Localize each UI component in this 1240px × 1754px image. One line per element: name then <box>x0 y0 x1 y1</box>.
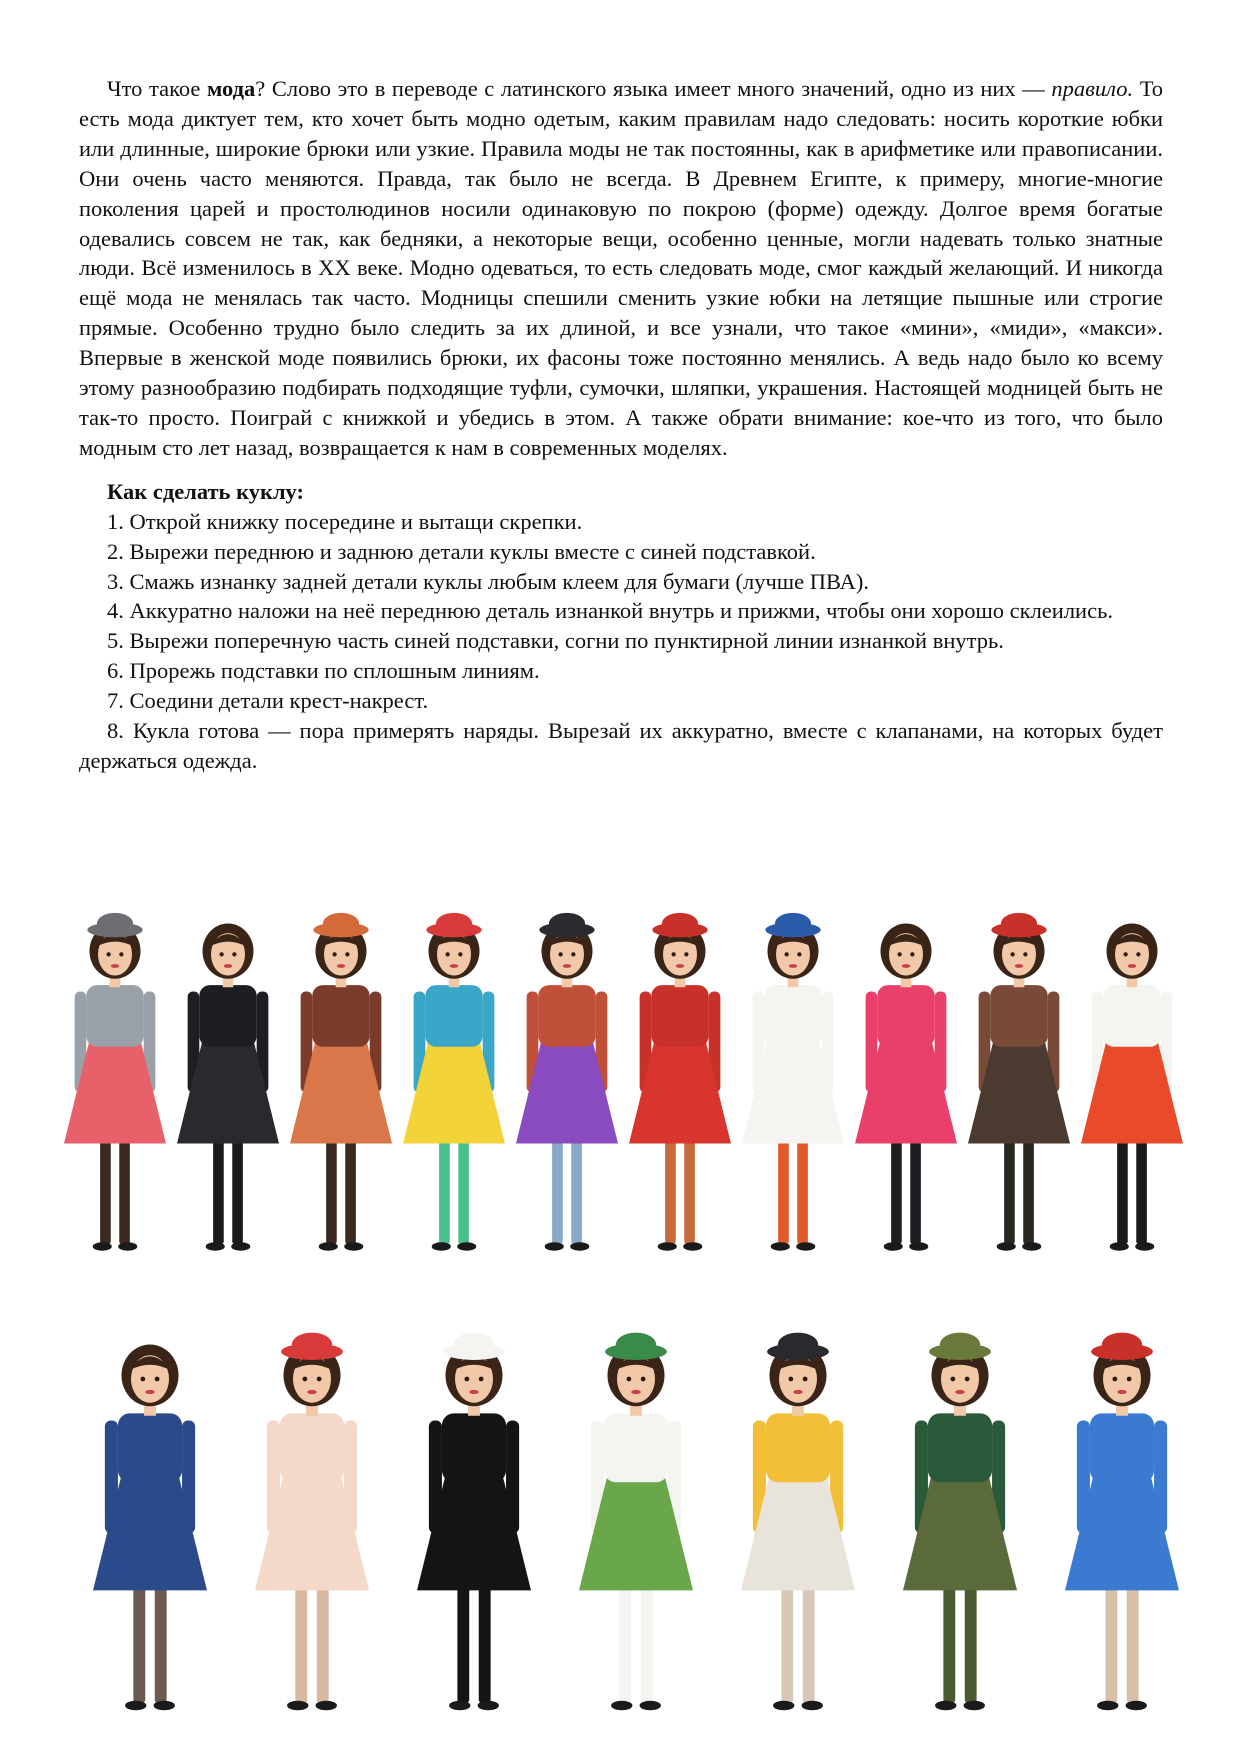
intro-paragraph <box>79 74 1163 463</box>
intro-text-2: ? Слово это в переводе с латинского языка имеет много значений, одно из них — <box>255 76 1052 101</box>
doll-back-6 <box>629 913 731 1251</box>
doll-front-1 <box>93 1345 207 1711</box>
doll-back-3 <box>290 913 392 1251</box>
howto-step-1: 1. Открой книжку посередине и вытащи скрепки. <box>107 508 583 534</box>
intro-text-1: Что такое <box>107 76 207 101</box>
howto-step-3: 3. Смажь изнанку задней детали куклы любым клеем для бумаги (лучше ПВА). <box>107 568 869 594</box>
doll-back-9 <box>968 913 1070 1251</box>
doll-back-10 <box>1081 924 1183 1251</box>
doll-back-1 <box>64 913 166 1251</box>
doll-back-2 <box>177 924 279 1251</box>
term-moda: мода <box>207 76 256 101</box>
howto-step-4: 4. Аккуратно наложи на неё переднюю деталь изнанкой внутрь и прижми, чтобы они хорошо склеились. <box>107 598 1113 624</box>
howto-step-6: 6. Прорежь подставки по сплошным линиям. <box>107 658 540 684</box>
intro-text-3: То есть мода диктует тем, кто хочет быть модно одетым, каким правилам надо следовать: носить короткие юбки или длинные, широкие брюки или узкие. Правила моды не так постоянны, как в арифметике или правописании. Они очень часто меняются. Правда, так было не всегда. В Древнем Египте, к примеру, многие-многие поколения царей и простолюдинов носили одинаковую по покрою (форме) одежду. Долгое время богатые одевались совсем не так, как бедняки, а некоторые вещи, особенно ценные, могли надевать только знатные люди. Всё изменилось в XX веке. Модно одеваться, то есть следовать моде, смог каждый желающий. И никогда ещё мода не менялась так часто. Модницы спешили сменить узкие юбки на летящие пышные или строгие прямые. Особенно трудно было следить за их длиной, и все узнали, что такое «мини», «миди», «макси». Впервые в женской моде появились брюки, их фасоны тоже постоянно менялись. А ведь надо было ко всему этому разнообразию подбирать подходящие туфли, сумочки, шляпки, украшения. Настоящей модницей быть не так-то просто. Поиграй с книжкой и убедись в этом. А также обрати внимание: кое-что из того, что было модным сто лет назад, возвращается к нам в современных моделях. <box>79 76 1163 460</box>
howto-step-5: 5. Вырежи поперечную часть синей подставки, согни по пунктирной линии изнанкой внутрь. <box>107 628 1004 654</box>
text-block <box>79 74 1163 776</box>
doll-back-7 <box>742 913 844 1251</box>
doll-back-5 <box>516 913 618 1251</box>
doll-front-3 <box>417 1333 531 1711</box>
doll-front-4 <box>579 1333 693 1711</box>
doll-front-6 <box>903 1333 1017 1711</box>
doll-front-7 <box>1065 1333 1179 1711</box>
term-pravilo: правило. <box>1051 76 1134 101</box>
doll-back-4 <box>403 913 505 1251</box>
doll-back-8 <box>855 924 957 1251</box>
howto-step-7: 7. Соедини детали крест-накрест. <box>107 688 429 714</box>
howto-step-8: 8. Кукла готова — пора примерять наряды. Вырезай их аккуратно, вместе с клапанами, на которых будет держаться одежда. <box>79 718 1163 773</box>
fashion-dolls-icon <box>60 905 1190 1725</box>
doll-front-2 <box>255 1333 369 1711</box>
fashion-dolls-illustration <box>60 905 1190 1725</box>
howto-title: Как сделать куклу: <box>107 478 305 504</box>
howto-step-2: 2. Вырежи переднюю и заднюю детали куклы вместе с синей подставкой. <box>107 538 816 564</box>
doll-front-5 <box>741 1333 855 1711</box>
